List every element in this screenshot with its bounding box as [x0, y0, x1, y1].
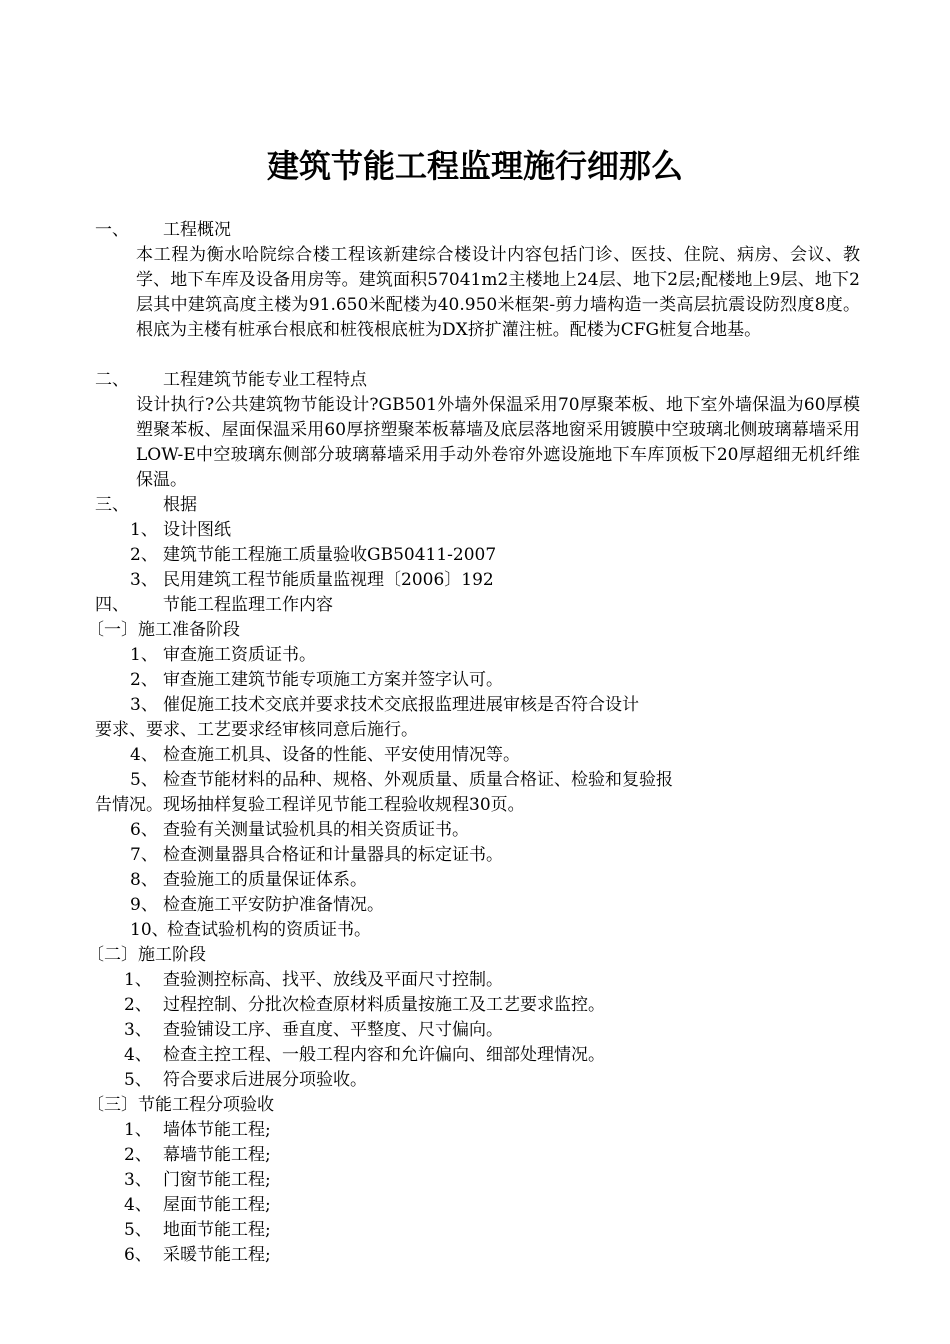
document-title: 建筑节能工程监理施行细那么: [266, 147, 683, 185]
phase-3-item-text: 屋面节能工程;: [163, 1195, 271, 1215]
phase-1-item-number: 1、: [130, 645, 158, 665]
phase-1-item-text: 检查测量器具合格证和计量器具的标定证书。: [163, 845, 503, 865]
phase-1-item-text: 检查施工平安防护准备情况。: [163, 895, 384, 915]
phase-1-heading: 〔一〕施工准备阶段: [87, 620, 240, 640]
section-3-heading: 根据: [163, 495, 197, 515]
phase-1-item-number: 7、: [130, 845, 158, 865]
basis-item-text: 民用建筑工程节能质量监视理〔2006〕192: [163, 570, 494, 590]
section-2-heading: 工程建筑节能专业工程特点: [163, 370, 367, 390]
phase-2-item-text: 符合要求后进展分项验收。: [163, 1070, 367, 1090]
phase-2-item-number: 3、: [124, 1020, 152, 1040]
phase-1-item-number: 10、: [130, 920, 169, 940]
phase-3-item-number: 1、: [124, 1120, 152, 1140]
phase-1-item-number: 6、: [130, 820, 158, 840]
phase-1-item-number: 8、: [130, 870, 158, 890]
basis-item-text: 建筑节能工程施工质量验收GB50411-2007: [163, 545, 497, 565]
basis-item-number: 1、: [130, 520, 158, 540]
phase-3-item-number: 3、: [124, 1170, 152, 1190]
phase-3-item-text: 地面节能工程;: [163, 1220, 271, 1240]
section-1-number: 一、: [95, 220, 129, 240]
phase-3-item-text: 门窗节能工程;: [163, 1170, 271, 1190]
phase-2-item-text: 查验测控标高、找平、放线及平面尺寸控制。: [163, 970, 503, 990]
phase-1-item-text: 检查施工机具、设备的性能、平安使用情况等。: [163, 745, 520, 765]
phase-2-item-text: 过程控制、分批次检查原材料质量按施工及工艺要求监控。: [163, 995, 605, 1015]
phase-2-item-text: 查验铺设工序、垂直度、平整度、尺寸偏向。: [163, 1020, 503, 1040]
phase-2-item-text: 检查主控工程、一般工程内容和允许偏向、细部处理情况。: [163, 1045, 605, 1065]
section-2-body: 设计执行?公共建筑物节能设计?GB501外墙外保温采用70厚聚苯板、地下室外墙保温为60厚模塑聚苯板、屋面保温采用60厚挤塑聚苯板幕墙及底层落地窗采用镀膜中空玻璃北侧玻璃幕墙采用LOW-E中空玻璃东侧部分玻璃幕墙采用手动外卷帘外遮设施地下车库顶板下20厚超细无机纤维保温。: [136, 395, 860, 490]
phase-1-item-text: 催促施工技术交底并要求技术交底报监理进展审核是否符合设计: [163, 695, 639, 715]
phase-1-item-text: 审查施工资质证书。: [163, 645, 316, 665]
phase-1-item-number: 5、: [130, 770, 158, 790]
phase-2-heading: 〔二〕施工阶段: [87, 945, 206, 965]
phase-1-item-text: 检查节能材料的品种、规格、外观质量、质量合格证、检验和复验报: [163, 770, 673, 790]
phase-3-item-number: 5、: [124, 1220, 152, 1240]
section-2-number: 二、: [95, 370, 129, 390]
phase-2-item-number: 5、: [124, 1070, 152, 1090]
phase-1-item-text: 查验施工的质量保证体系。: [163, 870, 367, 890]
phase-1-item-number: 2、: [130, 670, 158, 690]
section-4-heading: 节能工程监理工作内容: [163, 595, 333, 615]
phase-3-item-number: 2、: [124, 1145, 152, 1165]
phase-1-item-continuation: 要求、要求、工艺要求经审核同意后施行。: [95, 720, 418, 740]
phase-2-item-number: 2、: [124, 995, 152, 1015]
phase-1-item-number: 4、: [130, 745, 158, 765]
phase-1-item-text: 审查施工建筑节能专项施工方案并签字认可。: [163, 670, 503, 690]
section-1-body: 本工程为衡水哈院综合楼工程该新建综合楼设计内容包括门诊、医技、住院、病房、会议、教学、地下车库及设备用房等。建筑面积57041m2主楼地上24层、地下2层;配楼地上9层、地下2层其中建筑高度主楼为91.650米配楼为40.950米框架-剪力墙构造一类高层抗震设防烈度8度。根底为主楼有桩承台根底和桩筏根底桩为DX挤扩灌注桩。配楼为CFG桩复合地基。: [136, 245, 860, 340]
section-1-heading: 工程概况: [163, 220, 231, 240]
section-4-number: 四、: [95, 595, 129, 615]
phase-3-heading: 〔三〕节能工程分项验收: [87, 1095, 274, 1115]
basis-item-number: 3、: [130, 570, 158, 590]
phase-3-item-text: 幕墙节能工程;: [163, 1145, 271, 1165]
phase-3-item-number: 4、: [124, 1195, 152, 1215]
basis-item-text: 设计图纸: [163, 520, 231, 540]
phase-3-item-number: 6、: [124, 1245, 152, 1265]
phase-3-item-text: 墙体节能工程;: [163, 1120, 271, 1140]
basis-item-number: 2、: [130, 545, 158, 565]
phase-1-item-number: 9、: [130, 895, 158, 915]
phase-1-item-text: 查验有关测量试验机具的相关资质证书。: [163, 820, 469, 840]
phase-2-item-number: 4、: [124, 1045, 152, 1065]
phase-3-item-text: 采暖节能工程;: [163, 1245, 271, 1265]
phase-1-item-text: 检查试验机构的资质证书。: [167, 920, 371, 940]
phase-1-item-number: 3、: [130, 695, 158, 715]
phase-2-item-number: 1、: [124, 970, 152, 990]
section-3-number: 三、: [95, 495, 129, 515]
phase-1-item-continuation: 告情况。现场抽样复验工程详见节能工程验收规程30页。: [95, 795, 525, 815]
